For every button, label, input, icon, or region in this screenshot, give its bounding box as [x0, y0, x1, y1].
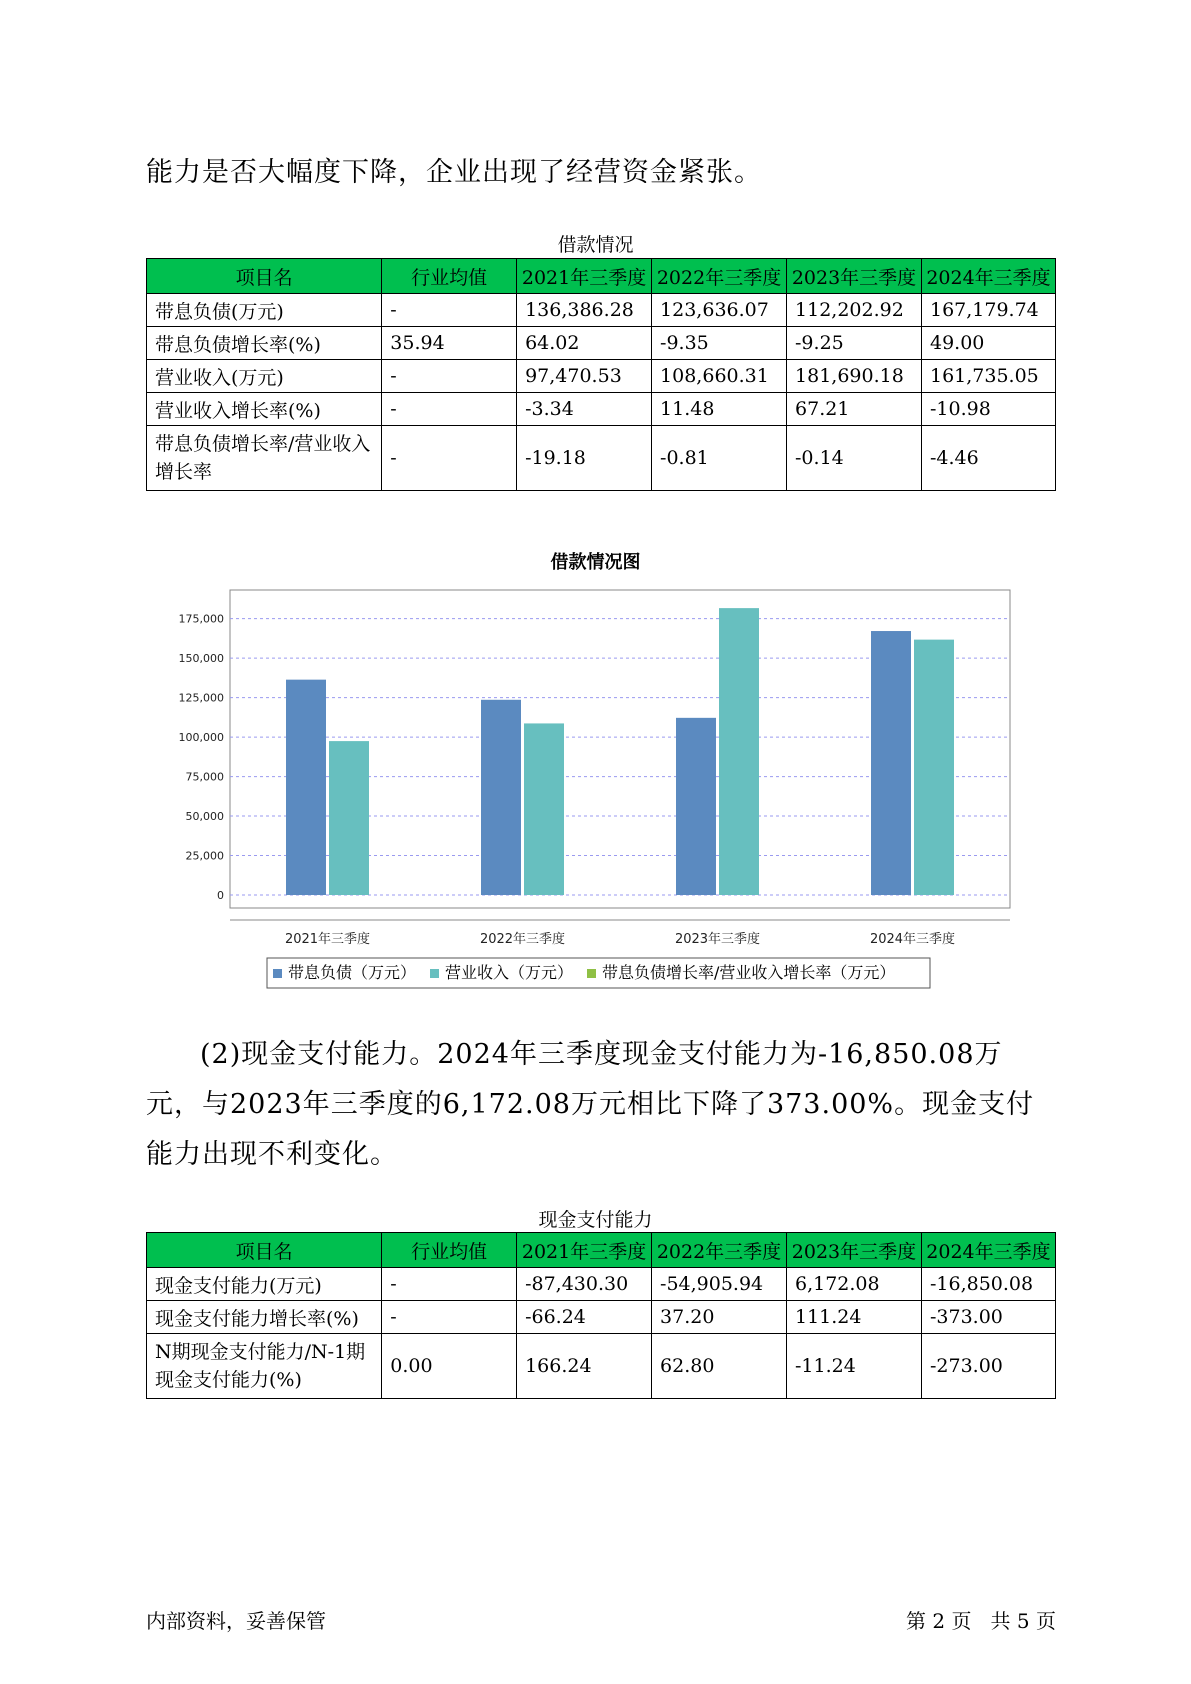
table-cell: -16,850.08 — [921, 1268, 1055, 1301]
bar-1-3 — [676, 718, 716, 895]
table-cell: - — [382, 1268, 517, 1301]
header-cell: 2024年三季度 — [921, 259, 1055, 294]
header-cell: 2021年三季度 — [517, 259, 652, 294]
row-label: 带息负债(万元) — [147, 294, 382, 327]
table-cell: - — [382, 360, 517, 393]
loans-table-header-row — [147, 259, 1056, 294]
table-cell: 67.21 — [787, 393, 922, 426]
x-tick-labels — [285, 931, 955, 947]
table-cell: -273.00 — [921, 1334, 1055, 1399]
loans-table — [146, 258, 1056, 491]
table-cell: 181,690.18 — [787, 360, 922, 393]
table-cell: 136,386.28 — [517, 294, 652, 327]
intro-paragraph: 能力是否大幅度下降，企业出现了经营资金紧张。 — [146, 157, 762, 188]
table-cell: -19.18 — [517, 426, 652, 491]
table-cell: 123,636.07 — [652, 294, 787, 327]
table-row — [147, 1268, 1056, 1301]
y-tick-label: 0 — [217, 889, 224, 902]
row-label: 营业收入(万元) — [147, 360, 382, 393]
table-cell: 97,470.53 — [517, 360, 652, 393]
bar-2-4 — [914, 640, 954, 895]
cash-table-caption: 现金支付能力 — [538, 1209, 653, 1231]
table-cell: -373.00 — [921, 1301, 1055, 1334]
y-tick-label: 75,000 — [185, 770, 224, 784]
table-cell: 49.00 — [921, 327, 1055, 360]
table-cell: - — [382, 294, 517, 327]
header-cell: 2023年三季度 — [787, 259, 922, 294]
header-cell: 2021年三季度 — [517, 1233, 652, 1268]
legend-label-series-2: 营业收入（万元） — [445, 963, 574, 982]
table-cell: 0.00 — [382, 1334, 517, 1399]
table-row — [147, 1334, 1056, 1399]
table-row — [147, 393, 1056, 426]
y-tick-label: 100,000 — [178, 731, 224, 745]
table-cell: -0.81 — [652, 426, 787, 491]
bar-1-4 — [871, 631, 911, 895]
table-row — [147, 360, 1056, 393]
row-label: 带息负债增长率(%) — [147, 327, 382, 360]
table-cell: -54,905.94 — [652, 1268, 787, 1301]
table-row — [147, 327, 1056, 360]
legend — [267, 958, 930, 988]
header-cell: 行业均值 — [382, 259, 517, 294]
bar-1-1 — [286, 680, 326, 895]
row-label: 营业收入增长率(%) — [147, 393, 382, 426]
legend-label-series-1: 带息负债（万元） — [288, 963, 417, 982]
cash-paragraph: (2)现金支付能力。2024年三季度现金支付能力为-16,850.08万元，与2023年三季度的6,172.08万元相比下降了373.00%。现金支付能力出现不利变化。 — [146, 1039, 1035, 1170]
legend-swatch-series-1 — [273, 969, 282, 978]
table-cell: 11.48 — [652, 393, 787, 426]
x-tick-label: 2021年三季度 — [284, 932, 371, 947]
row-label: 带息负债增长率/营业收入增长率 — [147, 426, 382, 491]
y-tick-label: 50,000 — [185, 810, 224, 824]
y-tick-label: 150,000 — [178, 652, 224, 666]
header-cell: 2022年三季度 — [652, 1233, 787, 1268]
x-tick-label: 2024年三季度 — [869, 932, 956, 947]
table-cell: -9.35 — [652, 327, 787, 360]
table-cell: -0.14 — [787, 426, 922, 491]
loans-table-caption: 借款情况 — [557, 234, 634, 256]
table-row — [147, 294, 1056, 327]
table-cell: -9.25 — [787, 327, 922, 360]
row-label: 现金支付能力增长率(%) — [147, 1301, 382, 1334]
y-tick-label: 125,000 — [178, 691, 224, 705]
table-cell: 62.80 — [652, 1334, 787, 1399]
footer-note: 内部资料，妥善保管 — [146, 1609, 326, 1633]
table-cell: -10.98 — [921, 393, 1055, 426]
legend-label-series-3: 带息负债增长率/营业收入增长率（万元） — [602, 963, 896, 982]
table-cell: -11.24 — [787, 1334, 922, 1399]
legend-swatch-series-3 — [587, 969, 596, 978]
table-cell: 161,735.05 — [921, 360, 1055, 393]
y-tick-label: 175,000 — [178, 612, 224, 626]
table-cell: -4.46 — [921, 426, 1055, 491]
table-cell: -66.24 — [517, 1301, 652, 1334]
x-tick-label: 2023年三季度 — [674, 932, 761, 947]
bar-2-1 — [329, 741, 369, 895]
page-number: 第 2 页 共 5 页 — [906, 1609, 1056, 1633]
table-cell: 167,179.74 — [921, 294, 1055, 327]
y-tick-label: 25,000 — [185, 849, 224, 863]
table-cell: 112,202.92 — [787, 294, 922, 327]
cash-table-header-row — [147, 1233, 1056, 1268]
y-tick-labels — [179, 613, 225, 902]
x-tick-label: 2022年三季度 — [479, 932, 566, 947]
table-cell: - — [382, 393, 517, 426]
loans-bar-chart — [140, 580, 1040, 990]
table-cell: 35.94 — [382, 327, 517, 360]
table-row — [147, 426, 1056, 491]
header-cell: 行业均值 — [382, 1233, 517, 1268]
table-cell: - — [382, 426, 517, 491]
table-cell: -87,430.30 — [517, 1268, 652, 1301]
table-cell: 108,660.31 — [652, 360, 787, 393]
table-cell: 64.02 — [517, 327, 652, 360]
table-cell: 166.24 — [517, 1334, 652, 1399]
table-cell: 6,172.08 — [787, 1268, 922, 1301]
cash-table — [146, 1232, 1056, 1399]
bar-2-2 — [524, 723, 564, 895]
row-label: N期现金支付能力/N-1期现金支付能力(%) — [147, 1334, 382, 1399]
chart-title: 借款情况图 — [550, 552, 641, 573]
bar-1-2 — [481, 700, 521, 895]
bar-2-3 — [719, 608, 759, 895]
header-cell: 2022年三季度 — [652, 259, 787, 294]
legend-swatch-series-2 — [430, 969, 439, 978]
table-cell: 111.24 — [787, 1301, 922, 1334]
table-row — [147, 1301, 1056, 1334]
header-cell: 2024年三季度 — [921, 1233, 1055, 1268]
table-cell: -3.34 — [517, 393, 652, 426]
header-cell: 2023年三季度 — [787, 1233, 922, 1268]
table-cell: 37.20 — [652, 1301, 787, 1334]
header-cell: 项目名 — [147, 1233, 382, 1268]
header-cell: 项目名 — [147, 259, 382, 294]
row-label: 现金支付能力(万元) — [147, 1268, 382, 1301]
table-cell: - — [382, 1301, 517, 1334]
